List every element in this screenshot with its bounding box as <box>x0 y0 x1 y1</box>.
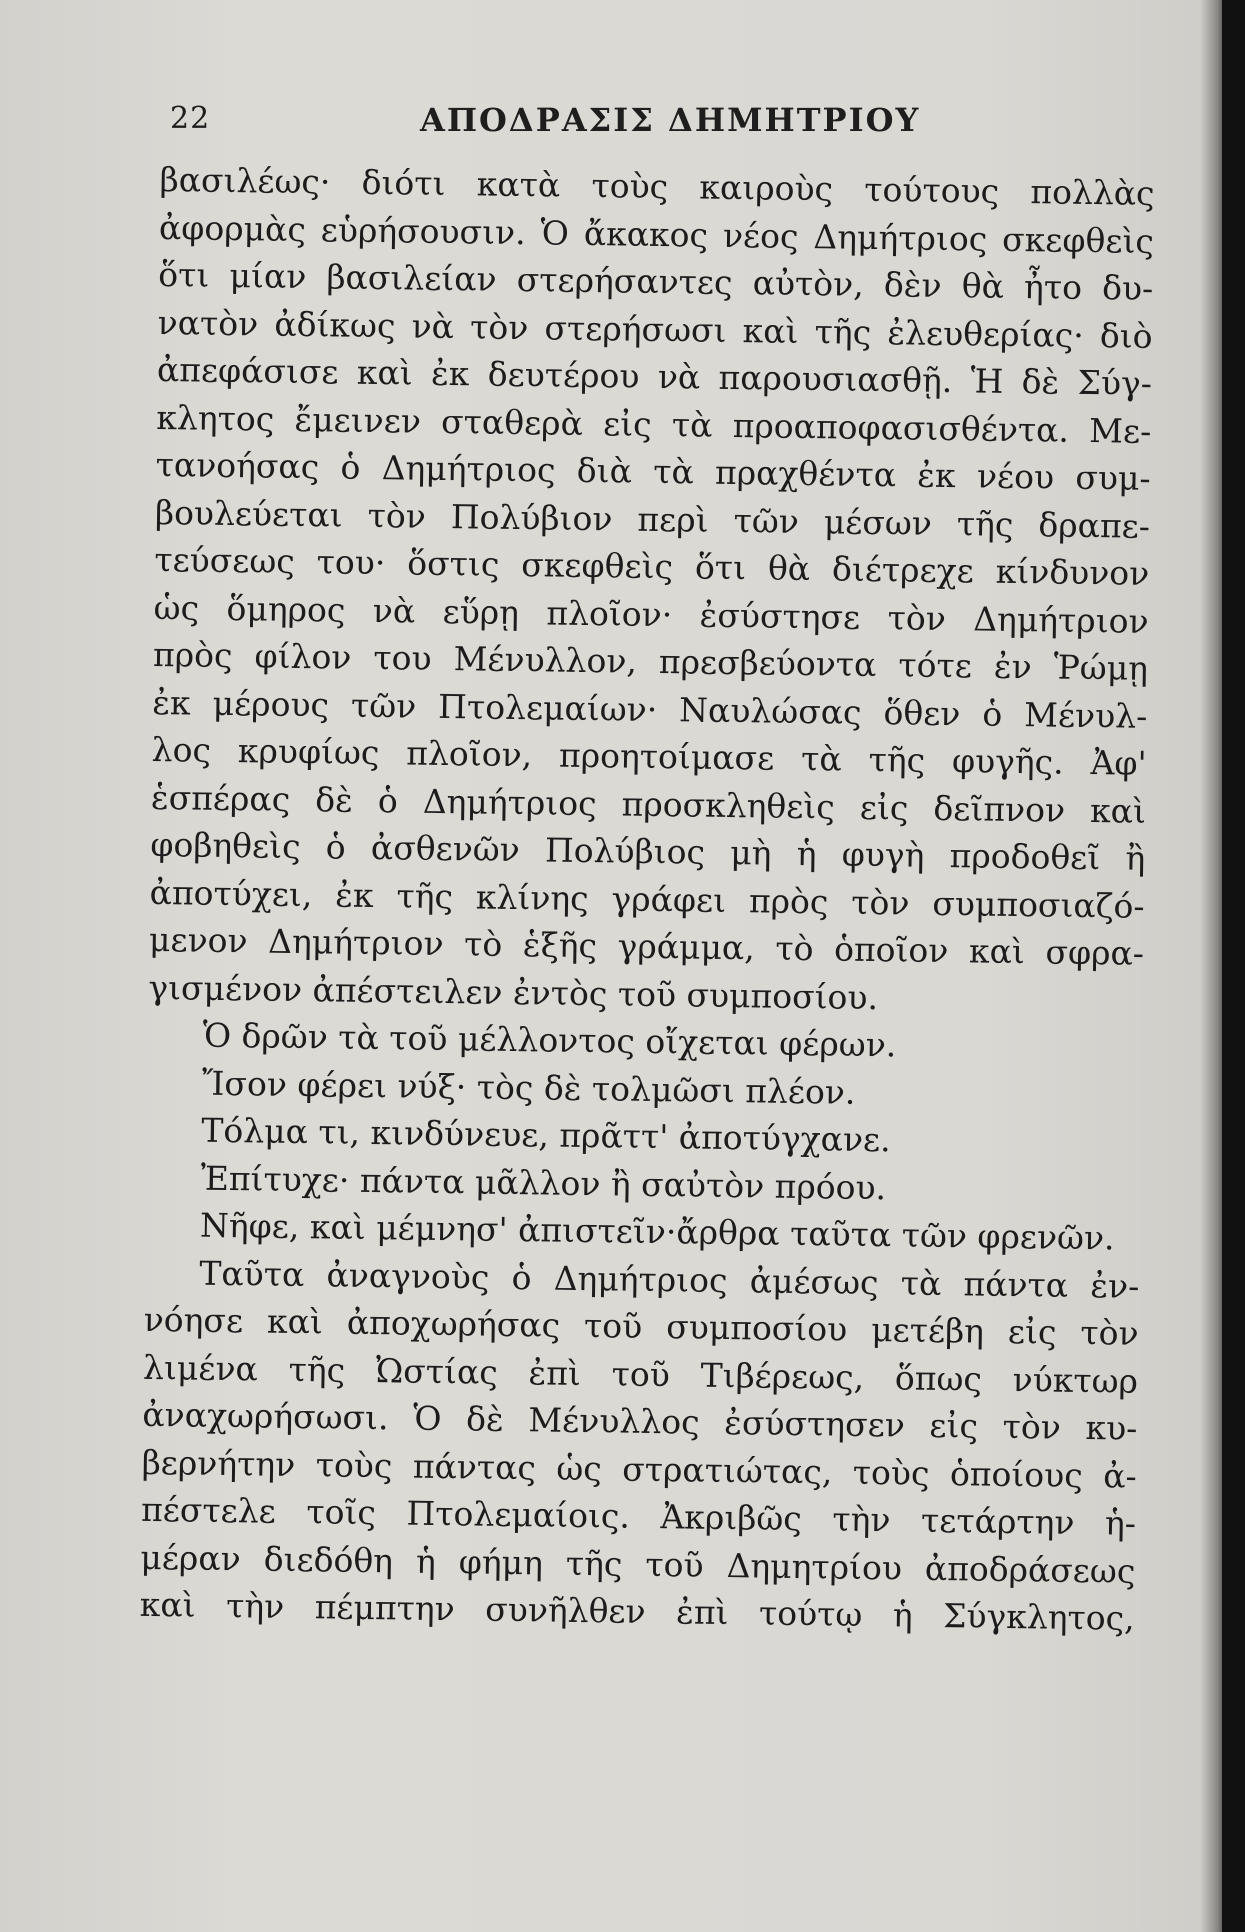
verse-line: Ἐπίτυχε· πάντα μᾶλλον ἢ σαὐτὸν πρόου. <box>200 1158 887 1207</box>
text-line: φοβηθεὶς ὁ ἀσθενῶν Πολύβιος μὴ ἡ φυγὴ προδοθεῖ ἢ <box>150 824 1146 878</box>
text-line: μενον Δημήτριον τὸ ἑξῆς γράμμα, τὸ ὁποῖον καὶ σφρα- <box>148 919 1145 973</box>
text-line: βερνήτην τοὺς πάντας ὡς στρατιώτας, τοὺς ὁποίους ἀ- <box>141 1442 1137 1496</box>
verse-line: Ἴσον φέρει νύξ· τὸς δὲ τολμῶσι πλέον. <box>201 1063 856 1112</box>
text-line: πρὸς φίλον του Μένυλλον, πρεσβεύοντα τότε ἐν Ῥώμῃ <box>152 634 1149 688</box>
text-line: κλητος ἔμεινεν σταθερὰ εἰς τὰ προαποφασισθέντα. Με- <box>156 397 1152 451</box>
text-line: ὅτι μίαν βασιλείαν στερήσαντες αὐτὸν, δὲν θὰ ἦτο δυ- <box>158 254 1154 308</box>
page-number: 22 <box>170 101 211 136</box>
text-line: ἀπεφάσισε καὶ ἐκ δευτέρου νὰ παρουσιασθῇ. Ἡ δὲ Σύγ- <box>156 349 1153 403</box>
text-line: βασιλέως· διότι κατὰ τοὺς καιροὺς τούτους πολλὰς <box>159 159 1155 213</box>
text-line: βουλεύεται τὸν Πολύβιον περὶ τῶν μέσων τῆς δραπε- <box>154 492 1151 546</box>
text-line: νατὸν ἀδίκως νὰ τὸν στερήσωσι καὶ τῆς ἐλευθερίας· διὸ <box>157 302 1153 356</box>
text-line: τεύσεως του· ὅστις σκεφθεὶς ὅτι θὰ διέτρεχε κίνδυνον <box>154 539 1150 593</box>
text-line: λιμένα τῆς Ὠστίας ἐπὶ τοῦ Τιβέρεως, ὅπως νύκτωρ <box>142 1347 1139 1401</box>
paragraph-start: Ταῦτα ἀναγνοὺς ὁ Δημήτριος ἀμέσως τὰ πάντα ἐν- <box>199 1253 1140 1306</box>
text-line: τανοήσας ὁ Δημήτριος διὰ τὰ πραχθέντα ἐκ νέου συμ- <box>155 444 1151 498</box>
body-text <box>139 156 1154 1642</box>
verse-line: Ὁ δρῶν τὰ τοῦ μέλλοντος οἴχεται φέρων. <box>202 1015 897 1065</box>
text-line: μέραν διεδόθη ἡ φήμη τῆς τοῦ Δημητρίου ἀποδράσεως <box>140 1537 1136 1591</box>
text-line: ἑσπέρας δὲ ὁ Δημήτριος προσκληθεὶς εἰς δεῖπνον καὶ <box>150 777 1147 831</box>
text-line: ὡς ὅμηρος νὰ εὕρῃ πλοῖον· ἐσύστησε τὸν Δημήτριον <box>153 587 1149 641</box>
running-title: ΑΠΟΔΡΑΣΙΣ ΔΗΜΗΤΡΙΟΥ <box>420 101 921 139</box>
page-header <box>170 95 1130 155</box>
text-line: πέστελε τοῖς Πτολεμαίοις. Ἀκριβῶς τὴν τετάρτην ἡ- <box>140 1489 1137 1543</box>
text-line: καὶ τὴν πέμπτην συνῆλθεν ἐπὶ τούτῳ ἡ Σύγκλητος, <box>139 1584 1135 1638</box>
text-line: λος κρυφίως πλοῖον, προητοίμασε τὰ τῆς φυγῆς. Ἀφ' <box>151 729 1147 783</box>
text-line: ἀποτύχει, ἐκ τῆς κλίνης γράφει πρὸς τὸν συμποσιαζό- <box>149 872 1145 926</box>
text-line: ἀφορμὰς εὑρήσουσιν. Ὁ ἄκακος νέος Δημήτριος σκεφθεὶς <box>158 207 1155 261</box>
verse-line: Τόλμα τι, κινδύνευε, πρᾶττ' ἀποτύγχανε. <box>201 1110 891 1160</box>
page-edge-shadow <box>1222 0 1245 1932</box>
text-line: ἐκ μέρους τῶν Πτολεμαίων· Ναυλώσας ὅθεν ὁ Μένυλ- <box>152 682 1148 736</box>
verse-line: Νῆφε, καὶ μέμνησ' ἀπιστεῖν·ἄρθρα ταῦτα τῶν φρενῶν. <box>199 1205 1115 1258</box>
text-line: νόησε καὶ ἀποχωρήσας τοῦ συμποσίου μετέβη εἰς τὸν <box>143 1299 1139 1353</box>
text-line: γισμένον ἀπέστειλεν ἐντὸς τοῦ συμποσίου. <box>148 967 879 1017</box>
text-line: ἀναχωρήσωσι. Ὁ δὲ Μένυλλος ἐσύστησεν εἰς τὸν κυ- <box>142 1394 1138 1448</box>
